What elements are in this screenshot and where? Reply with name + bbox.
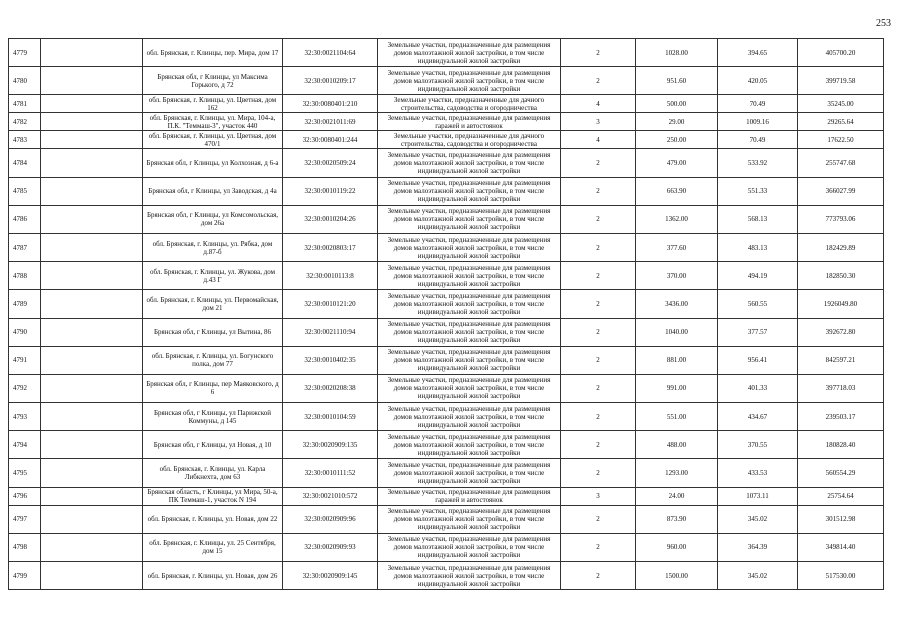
cadastral-value-cell: 180828.40: [798, 431, 884, 459]
specific-value-cell: 70.49: [718, 131, 798, 149]
cadastral-number-cell: 32:30:0021110:94: [283, 318, 378, 346]
specific-value-cell: 494.19: [718, 262, 798, 290]
table-row: [9, 533, 884, 561]
area-cell: 1028.00: [636, 39, 718, 67]
land-purpose-cell: Земельные участки, предназначенные для размещения домов малоэтажной жилой застройки, в том числе индивидуальной жилой застройки: [378, 318, 561, 346]
specific-value-cell: 560.55: [718, 290, 798, 318]
table-row: [9, 403, 884, 431]
specific-value-cell: 533.92: [718, 149, 798, 177]
empty-cell: [41, 131, 143, 149]
address-cell: обл. Брянская, г. Клинцы, ул. Богунского полка, дом 77: [143, 346, 283, 374]
specific-value-cell: 956.41: [718, 346, 798, 374]
row-number: 4793: [9, 403, 41, 431]
land-purpose-cell: Земельные участки, предназначенные для размещения домов малоэтажной жилой застройки, в том числе индивидуальной жилой застройки: [378, 177, 561, 205]
land-purpose-cell: Земельные участки, предназначенные для размещения гаражей и автостоянок: [378, 113, 561, 131]
group-cell: 3: [561, 113, 636, 131]
empty-cell: [41, 39, 143, 67]
row-number: 4782: [9, 113, 41, 131]
land-purpose-cell: Земельные участки, предназначенные для размещения домов малоэтажной жилой застройки, в том числе индивидуальной жилой застройки: [378, 39, 561, 67]
area-cell: 1500.00: [636, 562, 718, 590]
cadastral-value-cell: 349814.40: [798, 533, 884, 561]
cadastral-value-cell: 405700.20: [798, 39, 884, 67]
address-cell: обл. Брянская, г. Клинцы, ул. Карла Либкнехта, дом 63: [143, 459, 283, 487]
land-purpose-cell: Земельные участки, предназначенные для размещения домов малоэтажной жилой застройки, в том числе индивидуальной жилой застройки: [378, 67, 561, 95]
area-cell: 960.00: [636, 533, 718, 561]
land-purpose-cell: Земельные участки, предназначенные для размещения домов малоэтажной жилой застройки, в том числе индивидуальной жилой застройки: [378, 403, 561, 431]
cadastral-value-cell: 842597.21: [798, 346, 884, 374]
row-number: 4792: [9, 374, 41, 402]
specific-value-cell: 345.02: [718, 505, 798, 533]
specific-value-cell: 1009.16: [718, 113, 798, 131]
address-cell: обл. Брянская, г. Клинцы, ул. Рябка, дом д.87-б: [143, 233, 283, 261]
group-cell: 2: [561, 149, 636, 177]
land-purpose-cell: Земельные участки, предназначенные для дачного строительства, садоводства и огородничества: [378, 95, 561, 113]
area-cell: 24.00: [636, 487, 718, 505]
land-purpose-cell: Земельные участки, предназначенные для размещения домов малоэтажной жилой застройки, в том числе индивидуальной жилой застройки: [378, 205, 561, 233]
row-number: 4786: [9, 205, 41, 233]
address-cell: Брянская область, г Клинцы, ул Мира, 50-а, ПК Теммаш-1, участок N 194: [143, 487, 283, 505]
cadastral-number-cell: 32:30:0010113:8: [283, 262, 378, 290]
cadastral-number-cell: 32:30:0010209:17: [283, 67, 378, 95]
cadastral-value-cell: 392672.80: [798, 318, 884, 346]
group-cell: 2: [561, 431, 636, 459]
group-cell: 2: [561, 262, 636, 290]
group-cell: 2: [561, 290, 636, 318]
specific-value-cell: 377.57: [718, 318, 798, 346]
cadastral-value-cell: 301512.98: [798, 505, 884, 533]
table-row: [9, 374, 884, 402]
address-cell: обл. Брянская, г. Клинцы, ул. Цветная, дом 470/1: [143, 131, 283, 149]
area-cell: 1293.00: [636, 459, 718, 487]
cadastral-number-cell: 32:30:0021104:64: [283, 39, 378, 67]
empty-cell: [41, 374, 143, 402]
address-cell: Брянская обл, г Клинцы, ул Комсомольская, дом 26а: [143, 205, 283, 233]
cadastral-number-cell: 32:30:0020909:96: [283, 505, 378, 533]
cadastral-number-cell: 32:30:0020509:24: [283, 149, 378, 177]
row-number: 4779: [9, 39, 41, 67]
row-number: 4780: [9, 67, 41, 95]
table-row: [9, 131, 884, 149]
address-cell: Брянская обл, г Клинцы, ул Колхозная, д 6-а: [143, 149, 283, 177]
empty-cell: [41, 290, 143, 318]
group-cell: 2: [561, 233, 636, 261]
empty-cell: [41, 177, 143, 205]
address-cell: Брянская обл, г Клинцы, пер Маяковского, д 6: [143, 374, 283, 402]
cadastral-value-cell: 29265.64: [798, 113, 884, 131]
row-number: 4791: [9, 346, 41, 374]
empty-cell: [41, 113, 143, 131]
table-row: [9, 39, 884, 67]
row-number: 4781: [9, 95, 41, 113]
land-purpose-cell: Земельные участки, предназначенные для размещения домов малоэтажной жилой застройки, в том числе индивидуальной жилой застройки: [378, 562, 561, 590]
table-row: [9, 113, 884, 131]
table-row: [9, 431, 884, 459]
specific-value-cell: 364.39: [718, 533, 798, 561]
group-cell: 4: [561, 131, 636, 149]
cadastral-value-cell: 35245.00: [798, 95, 884, 113]
empty-cell: [41, 95, 143, 113]
cadastral-value-table: [8, 38, 884, 590]
specific-value-cell: 70.49: [718, 95, 798, 113]
land-purpose-cell: Земельные участки, предназначенные для размещения домов малоэтажной жилой застройки, в том числе индивидуальной жилой застройки: [378, 431, 561, 459]
table-row: [9, 290, 884, 318]
group-cell: 2: [561, 318, 636, 346]
cadastral-value-cell: 25754.64: [798, 487, 884, 505]
group-cell: 2: [561, 533, 636, 561]
empty-cell: [41, 505, 143, 533]
specific-value-cell: 568.13: [718, 205, 798, 233]
empty-cell: [41, 67, 143, 95]
area-cell: 1040.00: [636, 318, 718, 346]
area-cell: 3436.00: [636, 290, 718, 318]
group-cell: 2: [561, 459, 636, 487]
cadastral-value-cell: 773793.06: [798, 205, 884, 233]
address-cell: Брянская обл, г Клинцы, ул Заводская, д 4а: [143, 177, 283, 205]
table-row: [9, 562, 884, 590]
row-number: 4784: [9, 149, 41, 177]
empty-cell: [41, 233, 143, 261]
row-number: 4799: [9, 562, 41, 590]
empty-cell: [41, 318, 143, 346]
land-purpose-cell: Земельные участки, предназначенные для размещения домов малоэтажной жилой застройки, в том числе индивидуальной жилой застройки: [378, 459, 561, 487]
table-row: [9, 459, 884, 487]
table-row: [9, 95, 884, 113]
area-cell: 377.60: [636, 233, 718, 261]
group-cell: 2: [561, 505, 636, 533]
table-row: [9, 67, 884, 95]
cadastral-number-cell: 32:30:0021010:572: [283, 487, 378, 505]
area-cell: 1362.00: [636, 205, 718, 233]
area-cell: 663.90: [636, 177, 718, 205]
group-cell: 2: [561, 346, 636, 374]
table-row: [9, 205, 884, 233]
specific-value-cell: 345.02: [718, 562, 798, 590]
land-purpose-cell: Земельные участки, предназначенные для размещения домов малоэтажной жилой застройки, в том числе индивидуальной жилой застройки: [378, 346, 561, 374]
table-row: [9, 505, 884, 533]
empty-cell: [41, 403, 143, 431]
land-purpose-cell: Земельные участки, предназначенные для размещения домов малоэтажной жилой застройки, в том числе индивидуальной жилой застройки: [378, 505, 561, 533]
specific-value-cell: 420.05: [718, 67, 798, 95]
specific-value-cell: 433.53: [718, 459, 798, 487]
address-cell: Брянская обл, г Клинцы, ул Парижской Коммуны, д 145: [143, 403, 283, 431]
area-cell: 500.00: [636, 95, 718, 113]
table-row: [9, 149, 884, 177]
cadastral-number-cell: 32:30:0010402:35: [283, 346, 378, 374]
row-number: 4789: [9, 290, 41, 318]
row-number: 4790: [9, 318, 41, 346]
land-purpose-cell: Земельные участки, предназначенные для размещения домов малоэтажной жилой застройки, в том числе индивидуальной жилой застройки: [378, 374, 561, 402]
cadastral-number-cell: 32:30:0010111:52: [283, 459, 378, 487]
group-cell: 2: [561, 67, 636, 95]
cadastral-number-cell: 32:30:0010119:22: [283, 177, 378, 205]
cadastral-value-cell: 560554.29: [798, 459, 884, 487]
group-cell: 2: [561, 403, 636, 431]
area-cell: 479.00: [636, 149, 718, 177]
group-cell: 4: [561, 95, 636, 113]
cadastral-number-cell: 32:30:0020909:135: [283, 431, 378, 459]
cadastral-value-cell: 255747.68: [798, 149, 884, 177]
table-body: [9, 39, 884, 590]
row-number: 4798: [9, 533, 41, 561]
address-cell: обл. Брянская, г. Клинцы, ул. Новая, дом 22: [143, 505, 283, 533]
land-purpose-cell: Земельные участки, предназначенные для размещения домов малоэтажной жилой застройки, в том числе индивидуальной жилой застройки: [378, 262, 561, 290]
land-purpose-cell: Земельные участки, предназначенные для размещения домов малоэтажной жилой застройки, в том числе индивидуальной жилой застройки: [378, 149, 561, 177]
empty-cell: [41, 562, 143, 590]
group-cell: 2: [561, 39, 636, 67]
cadastral-value-cell: 1926049.80: [798, 290, 884, 318]
cadastral-number-cell: 32:30:0010104:59: [283, 403, 378, 431]
land-purpose-cell: Земельные участки, предназначенные для размещения домов малоэтажной жилой застройки, в том числе индивидуальной жилой застройки: [378, 290, 561, 318]
cadastral-value-cell: 399719.58: [798, 67, 884, 95]
table-row: [9, 318, 884, 346]
cadastral-number-cell: 32:30:0080401:244: [283, 131, 378, 149]
row-number: 4794: [9, 431, 41, 459]
cadastral-value-cell: 17622.50: [798, 131, 884, 149]
empty-cell: [41, 431, 143, 459]
empty-cell: [41, 205, 143, 233]
area-cell: 250.00: [636, 131, 718, 149]
cadastral-number-cell: 32:30:0020909:145: [283, 562, 378, 590]
specific-value-cell: 434.67: [718, 403, 798, 431]
land-purpose-cell: Земельные участки, предназначенные для дачного строительства, садоводства и огородничества: [378, 131, 561, 149]
specific-value-cell: 370.55: [718, 431, 798, 459]
area-cell: 873.90: [636, 505, 718, 533]
area-cell: 488.00: [636, 431, 718, 459]
empty-cell: [41, 459, 143, 487]
address-cell: Брянская обл, г Клинцы, ул Максима Горького, д 72: [143, 67, 283, 95]
row-number: 4787: [9, 233, 41, 261]
specific-value-cell: 1073.11: [718, 487, 798, 505]
address-cell: обл. Брянская, г. Клинцы, ул. Жукова, дом д.43 Г: [143, 262, 283, 290]
empty-cell: [41, 487, 143, 505]
row-number: 4797: [9, 505, 41, 533]
cadastral-value-cell: 182850.30: [798, 262, 884, 290]
specific-value-cell: 394.65: [718, 39, 798, 67]
area-cell: 29.00: [636, 113, 718, 131]
cadastral-number-cell: 32:30:0010121:20: [283, 290, 378, 318]
cadastral-value-cell: 366027.99: [798, 177, 884, 205]
address-cell: обл. Брянская, г. Клинцы, пер. Мира, дом 17: [143, 39, 283, 67]
cadastral-number-cell: 32:30:0020208:38: [283, 374, 378, 402]
row-number: 4783: [9, 131, 41, 149]
address-cell: обл. Брянская, г. Клинцы, ул. Первомайская, дом 21: [143, 290, 283, 318]
row-number: 4796: [9, 487, 41, 505]
group-cell: 2: [561, 562, 636, 590]
address-cell: обл. Брянская, г. Клинцы, ул. 25 Сентября, дом 15: [143, 533, 283, 561]
table-row: [9, 346, 884, 374]
row-number: 4785: [9, 177, 41, 205]
cadastral-value-cell: 239503.17: [798, 403, 884, 431]
address-cell: Брянская обл, г Клинцы, ул Новая, д 10: [143, 431, 283, 459]
row-number: 4795: [9, 459, 41, 487]
table-row: [9, 177, 884, 205]
address-cell: обл. Брянская, г. Клинцы, ул. Новая, дом 26: [143, 562, 283, 590]
area-cell: 370.00: [636, 262, 718, 290]
empty-cell: [41, 533, 143, 561]
group-cell: 2: [561, 177, 636, 205]
page-number: 253: [876, 18, 891, 29]
row-number: 4788: [9, 262, 41, 290]
address-cell: обл. Брянская, г. Клинцы, ул. Мира, 104-а, П.К. "Теммаш-3", участок 440: [143, 113, 283, 131]
area-cell: 551.00: [636, 403, 718, 431]
cadastral-number-cell: 32:30:0010204:26: [283, 205, 378, 233]
specific-value-cell: 401.33: [718, 374, 798, 402]
table-row: [9, 487, 884, 505]
area-cell: 991.00: [636, 374, 718, 402]
area-cell: 951.60: [636, 67, 718, 95]
cadastral-number-cell: 32:30:0080401:210: [283, 95, 378, 113]
specific-value-cell: 551.33: [718, 177, 798, 205]
table-row: [9, 233, 884, 261]
cadastral-number-cell: 32:30:0021011:69: [283, 113, 378, 131]
cadastral-value-cell: 182429.89: [798, 233, 884, 261]
cadastral-number-cell: 32:30:0020909:93: [283, 533, 378, 561]
cadastral-value-cell: 397718.03: [798, 374, 884, 402]
address-cell: обл. Брянская, г. Клинцы, ул. Цветная, дом 162: [143, 95, 283, 113]
group-cell: 2: [561, 374, 636, 402]
empty-cell: [41, 262, 143, 290]
land-purpose-cell: Земельные участки, предназначенные для размещения домов малоэтажной жилой застройки, в том числе индивидуальной жилой застройки: [378, 233, 561, 261]
address-cell: Брянская обл, г Клинцы, ул Вытина, 86: [143, 318, 283, 346]
group-cell: 3: [561, 487, 636, 505]
land-purpose-cell: Земельные участки, предназначенные для размещения гаражей и автостоянок: [378, 487, 561, 505]
cadastral-value-cell: 517530.00: [798, 562, 884, 590]
cadastral-number-cell: 32:30:0020803:17: [283, 233, 378, 261]
empty-cell: [41, 149, 143, 177]
specific-value-cell: 483.13: [718, 233, 798, 261]
area-cell: 881.00: [636, 346, 718, 374]
group-cell: 2: [561, 205, 636, 233]
land-purpose-cell: Земельные участки, предназначенные для размещения домов малоэтажной жилой застройки, в том числе индивидуальной жилой застройки: [378, 533, 561, 561]
table-row: [9, 262, 884, 290]
empty-cell: [41, 346, 143, 374]
